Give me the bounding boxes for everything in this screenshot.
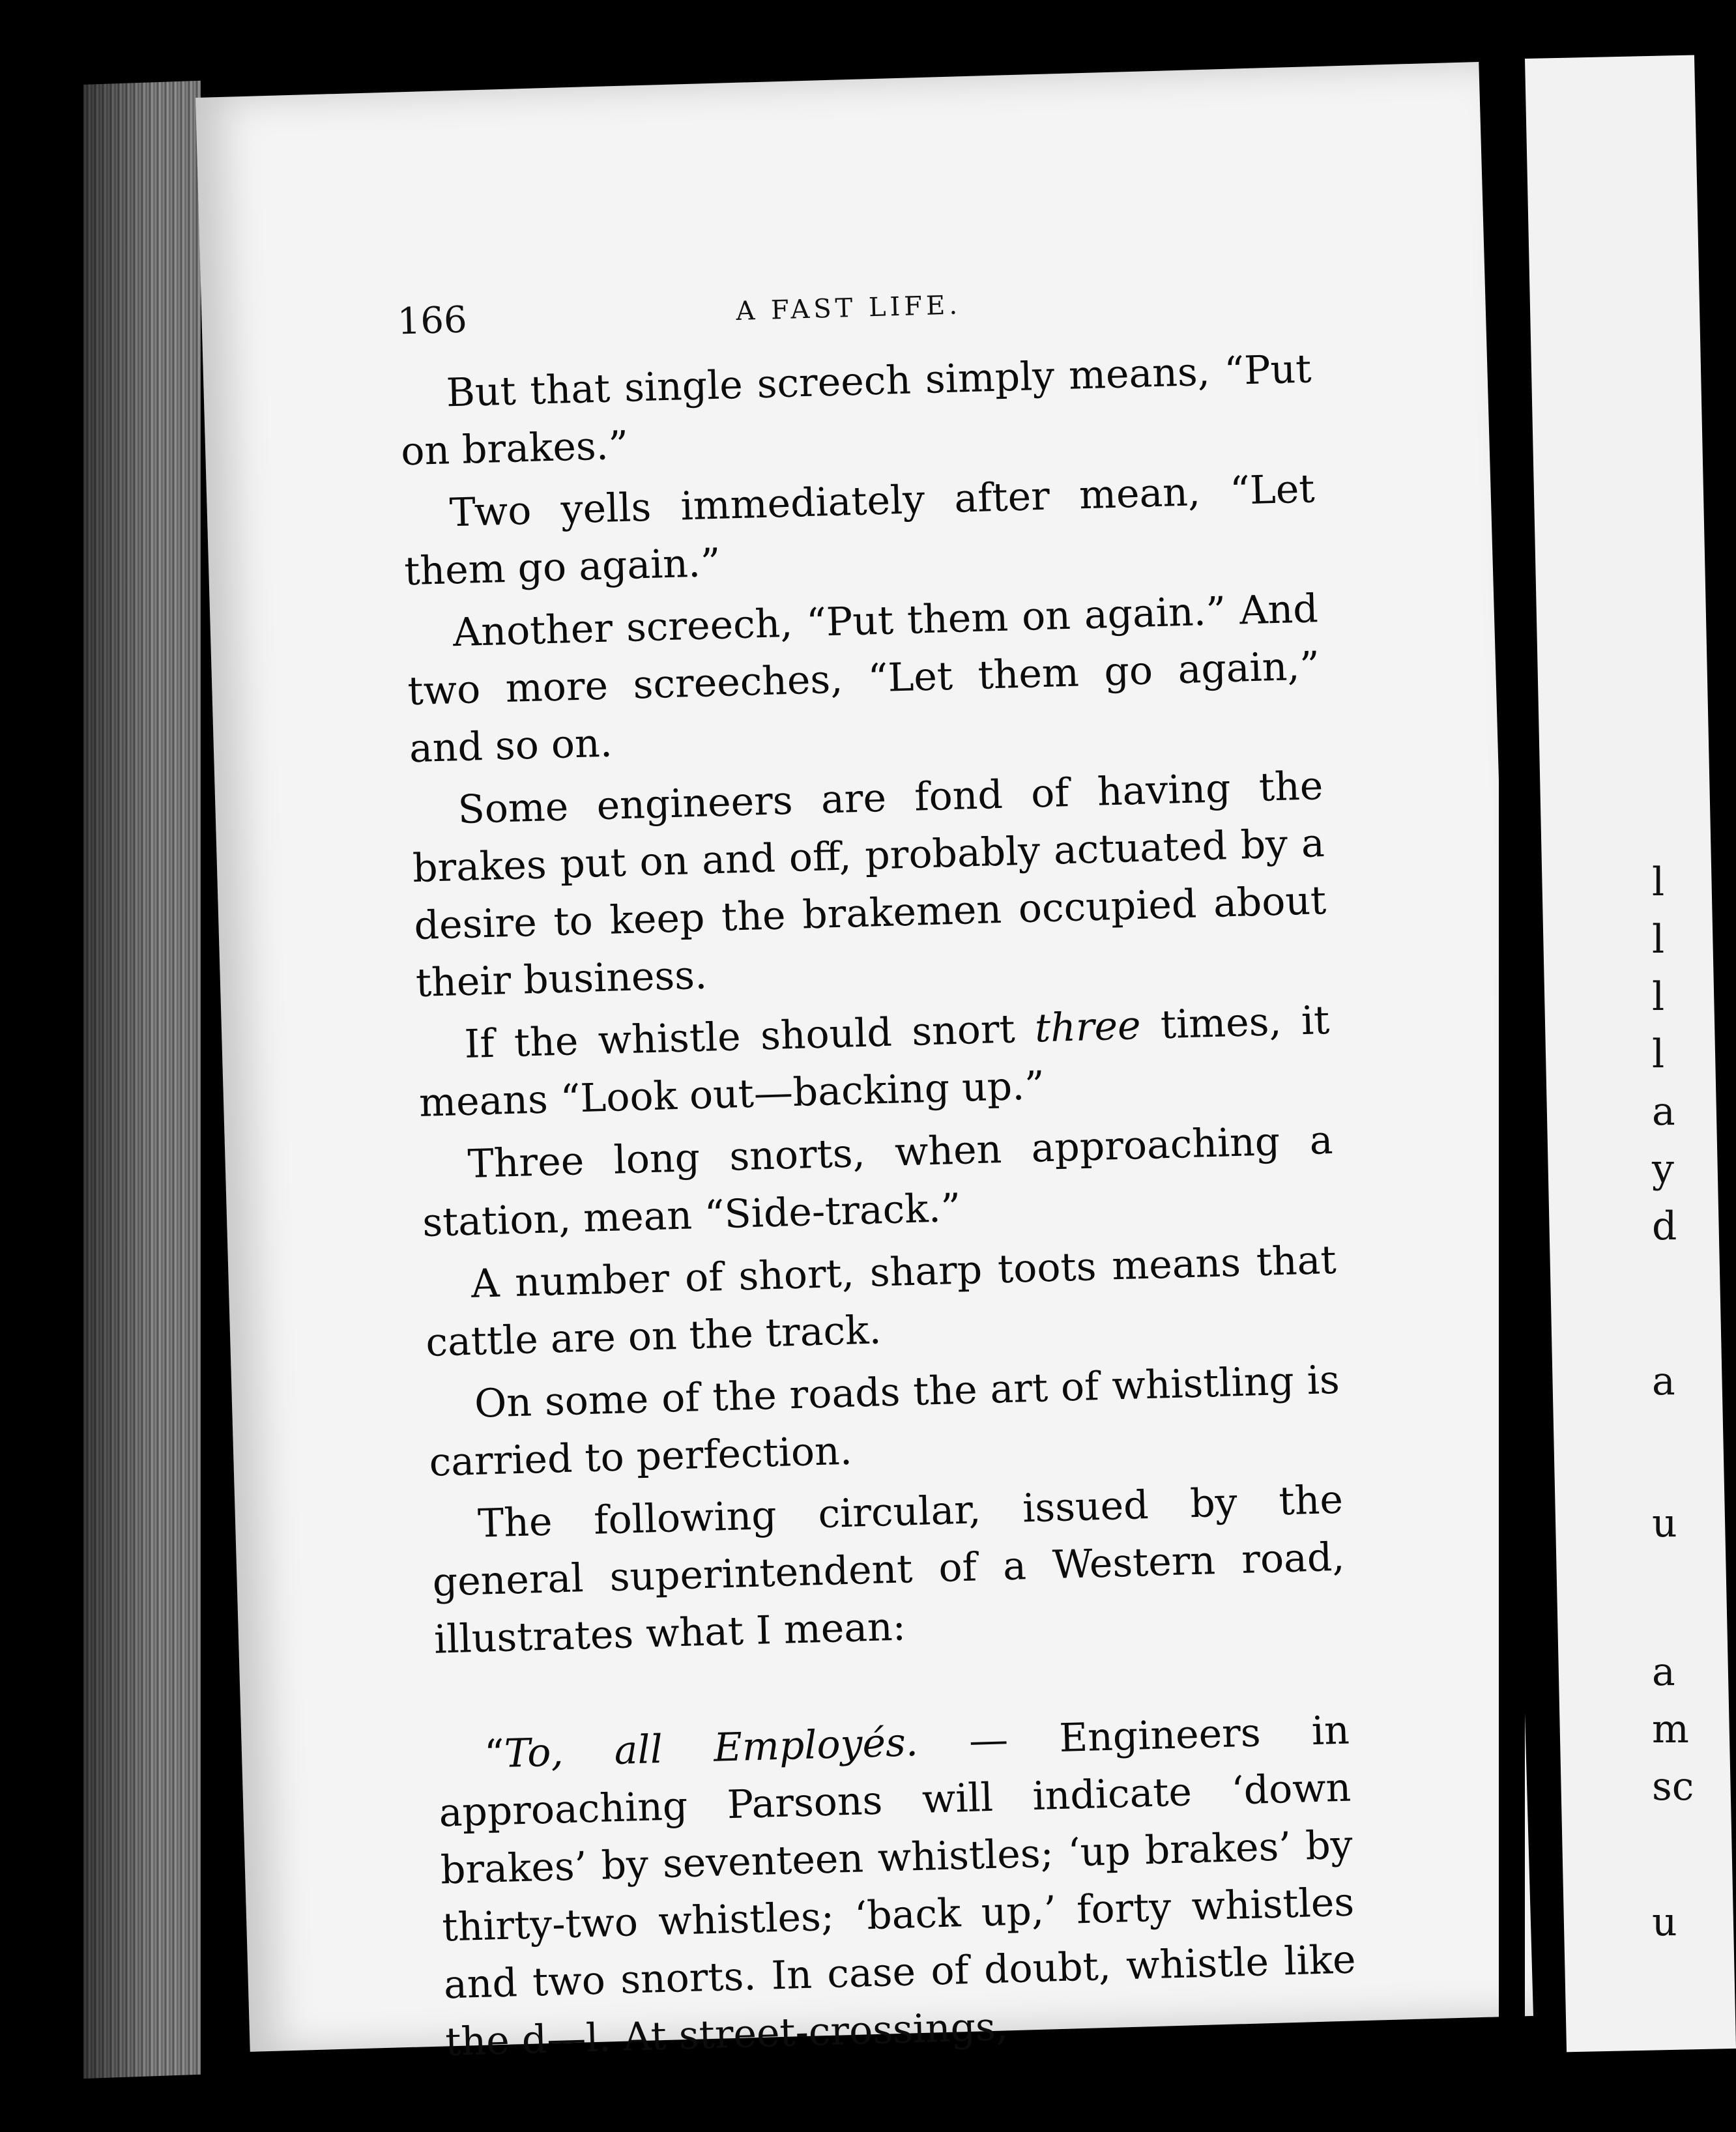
fragment: l (1652, 1031, 1665, 1077)
book-page-edges (83, 81, 201, 2079)
running-title: A FAST LIFE. (735, 290, 962, 326)
page-content (396, 262, 1358, 2076)
fragment: a (1652, 1089, 1675, 1134)
paragraph: A number of short, sharp toots means that cattle are on the track. (425, 1237, 1337, 1366)
fragment: l (1652, 917, 1665, 962)
paragraph: On some of the roads the art of whistling is carried to perfection. (428, 1357, 1340, 1486)
page-number: 166 (396, 298, 468, 343)
quote-salutation: To, all Employés. (503, 1720, 919, 1777)
fragment: a (1652, 1359, 1675, 1404)
gutter-shadow (1499, 59, 1525, 2053)
paragraph: Another screech, “Put them on again.” And two more screeches, “Let them go again,” and so on. (407, 586, 1321, 772)
fragment: a (1652, 1649, 1675, 1695)
circular-quote (437, 1702, 1358, 2071)
emphasis-three: three (1034, 1003, 1142, 1052)
body-text (399, 340, 1359, 2071)
paragraph-whistle-three (417, 992, 1332, 1132)
paragraph: But that single screech simply means, “Put on brakes.” (400, 346, 1312, 475)
fragment: m (1652, 1707, 1689, 1752)
paragraph: Three long snorts, when approaching a station, mean “Side-track.” (422, 1117, 1334, 1246)
fragment: y (1652, 1146, 1674, 1192)
quote-open-mark: “ (484, 1731, 505, 1778)
facing-page-fragments (1652, 854, 1694, 1951)
fragment: l (1652, 859, 1665, 905)
paragraph-text: If the whistle should snort (463, 1005, 1036, 1068)
fragment: u (1652, 1899, 1677, 1945)
paragraph-text: times, it means “Look out—backing up.” (418, 997, 1331, 1127)
fragment: sc (1652, 1764, 1694, 1809)
facing-page (1525, 55, 1736, 2053)
paragraph: Two yells immediately after mean, “Let them go again.” (403, 466, 1316, 595)
book-page (195, 62, 1533, 2066)
fragment: u (1652, 1501, 1677, 1546)
paragraph: Some engineers are fond of having the brakes put on and off, probably actuated by a desire to keep the brakemen occupied about their business. (412, 763, 1327, 1007)
fragment: d (1652, 1203, 1677, 1249)
paragraph: The following circular, issued by the general superintendent of a Western road, illustrates what I mean: (431, 1477, 1346, 1663)
fragment: l (1652, 974, 1665, 1020)
quote-text: — Engineers in approaching Parsons will indicate ‘down brakes’ by seventeen whistles; ‘up brakes’ by thirty-two whistles; ‘back up,’ forty whistles and two snorts. In case of doubt, whistle like the d—l. At street-crossings, (438, 1707, 1357, 2066)
